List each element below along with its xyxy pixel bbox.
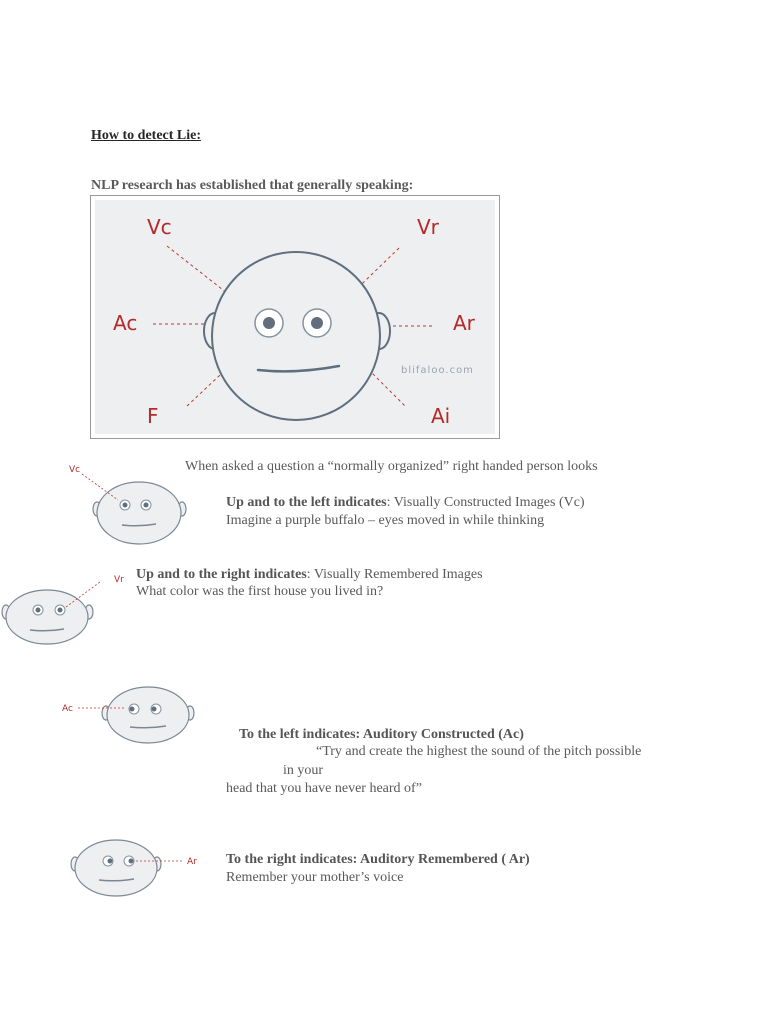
icon-label-ac: Ac (62, 704, 73, 714)
icon-label-vr: Vr (114, 575, 124, 585)
section-ar-heading: To the right indicates: Auditory Remembered ( Ar) (226, 852, 530, 867)
face-icon-vc (66, 458, 190, 548)
eye-accessing-diagram (90, 195, 500, 439)
watermark: blifaloo.com (401, 365, 474, 376)
lead-sentence: When asked a question a “normally organized” right handed person looks (185, 459, 598, 474)
section-ac-heading: To the left indicates: Auditory Constructed (Ac) (239, 727, 524, 742)
label-ai: Ai (431, 404, 451, 428)
section-vr-heading-rest: : Visually Remembered Images (306, 567, 483, 582)
page-title: How to detect Lie: (91, 128, 202, 143)
left-pupil (263, 317, 275, 329)
right-pupil (311, 317, 323, 329)
section-vc-body: Imagine a purple buffalo – eyes moved in while thinking (226, 513, 545, 528)
face-icon-ar (66, 832, 206, 902)
label-f: F (147, 404, 159, 428)
section-vc-heading (226, 494, 585, 511)
eye-accessing-diagram-svg (91, 196, 499, 438)
intro-text: NLP research has established that generally speaking: (91, 178, 414, 193)
section-vr-heading-bold: Up and to the right indicates (136, 567, 307, 582)
icon-label-vc: Vc (69, 465, 81, 475)
section-vc-heading-rest: : Visually Constructed Images (Vc) (386, 495, 585, 510)
face-icon-vr (0, 570, 128, 650)
face-icon-ac (60, 680, 200, 750)
section-vr-body: What color was the first house you lived in? (136, 584, 384, 599)
label-ac: Ac (113, 311, 138, 335)
section-ac-body-line3: head that you have never heard of” (226, 781, 422, 796)
label-vr: Vr (417, 215, 439, 239)
label-vc: Vc (147, 215, 172, 239)
section-vr-heading (136, 566, 483, 583)
icon-label-ar: Ar (187, 857, 197, 867)
section-ac-body-line2: in your (283, 763, 324, 778)
section-vc-heading-bold: Up and to the left indicates (226, 495, 387, 510)
label-ar: Ar (453, 311, 475, 335)
section-ac-body-line1: “Try and create the highest the sound of the pitch possible (316, 744, 642, 759)
section-ar-body: Remember your mother’s voice (226, 870, 404, 885)
head (212, 252, 380, 420)
